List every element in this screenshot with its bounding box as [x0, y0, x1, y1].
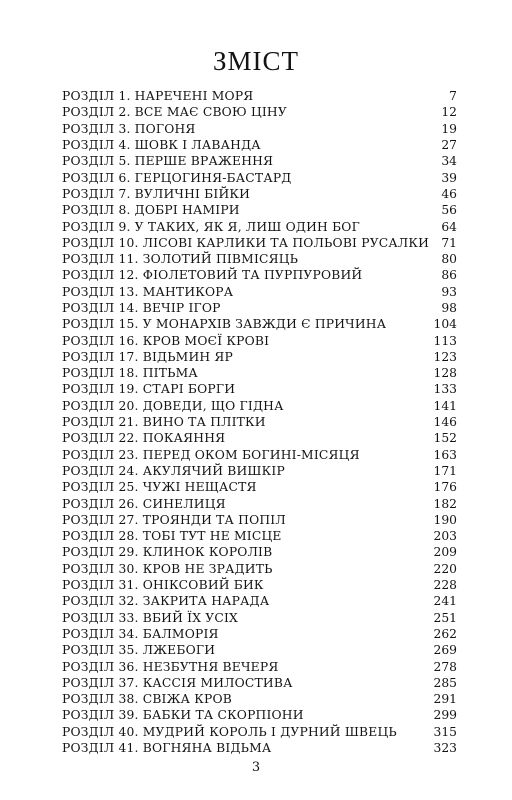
chapter-page-number: 128: [433, 366, 457, 381]
chapter-title: РОЗДІЛ 21. ВИНО ТА ПЛІТКИ: [62, 415, 266, 430]
chapter-page-number: 113: [433, 333, 457, 348]
chapter-page-number: 86: [441, 268, 457, 283]
chapter-title: РОЗДІЛ 32. ЗАКРИТА НАРАДА: [62, 594, 270, 609]
chapter-title: РОЗДІЛ 26. СИНЕЛИЦЯ: [62, 496, 226, 511]
chapter-page-number: 123: [433, 349, 457, 364]
chapter-title: РОЗДІЛ 28. ТОБІ ТУТ НЕ МІСЦЕ: [62, 529, 282, 544]
chapter-page-number: 133: [433, 382, 457, 397]
chapter-title: РОЗДІЛ 8. ДОБРІ НАМІРИ: [62, 203, 240, 218]
toc-entry: [62, 284, 457, 300]
chapter-title: РОЗДІЛ 30. КРОВ НЕ ЗРАДИТЬ: [62, 561, 273, 576]
chapter-page-number: 146: [433, 415, 457, 430]
chapter-page-number: 228: [433, 578, 457, 593]
toc-entry: [62, 414, 457, 430]
chapter-page-number: 176: [433, 480, 457, 495]
toc-entry: [62, 300, 457, 316]
chapter-page-number: 171: [433, 463, 457, 478]
chapter-page-number: 27: [441, 138, 457, 153]
chapter-page-number: 93: [441, 284, 457, 299]
toc-entry: [62, 561, 457, 577]
toc-entry: [62, 235, 457, 251]
chapter-title: РОЗДІЛ 7. ВУЛИЧНІ БІЙКИ: [62, 186, 251, 201]
toc-entry: [62, 332, 457, 348]
toc-entry: [62, 202, 457, 218]
chapter-page-number: 152: [433, 431, 457, 446]
chapter-title: РОЗДІЛ 14. ВЕЧІР ІГОР: [62, 301, 221, 315]
chapter-title: РОЗДІЛ 40. МУДРИЙ КОРОЛЬ І ДУРНИЙ ШВЕЦЬ: [62, 724, 397, 739]
chapter-title: РОЗДІЛ 23. ПЕРЕД ОКОМ БОГИНІ-МІСЯЦЯ: [62, 447, 360, 462]
chapter-page-number: 315: [433, 724, 457, 739]
chapter-page-number: 203: [433, 529, 457, 544]
toc-entry: [62, 316, 457, 332]
toc-entry: [62, 137, 457, 153]
chapter-title: РОЗДІЛ 35. ЛЖЕБОГИ: [62, 643, 216, 658]
chapter-title: РОЗДІЛ 6. ГЕРЦОГИНЯ-БАСТАРД: [62, 170, 292, 185]
chapter-page-number: 220: [433, 561, 457, 576]
chapter-title: РОЗДІЛ 9. У ТАКИХ, ЯК Я, ЛИШ ОДИН БОГ: [62, 219, 360, 234]
chapter-page-number: 141: [433, 398, 457, 413]
toc-entry: [62, 724, 457, 740]
chapter-title: РОЗДІЛ 11. ЗОЛОТИЙ ПІВМІСЯЦЬ: [62, 252, 299, 267]
toc-entry: [62, 267, 457, 283]
chapter-title: РОЗДІЛ 31. ОНІКСОВИЙ БИК: [62, 578, 264, 593]
chapter-title: РОЗДІЛ 16. КРОВ МОЄЇ КРОВІ: [62, 333, 270, 348]
chapter-title: РОЗДІЛ 18. ПІТЬМА: [62, 366, 198, 381]
chapter-page-number: 241: [433, 594, 457, 609]
toc-entry: [62, 740, 457, 756]
table-of-contents: [62, 88, 457, 756]
chapter-page-number: 285: [433, 675, 457, 690]
chapter-page-number: 104: [433, 317, 457, 332]
chapter-title: РОЗДІЛ 4. ШОВК І ЛАВАНДА: [62, 138, 261, 153]
toc-entry: [62, 218, 457, 234]
chapter-page-number: 71: [441, 235, 457, 250]
toc-entry: [62, 544, 457, 560]
chapter-page-number: 209: [433, 545, 457, 560]
toc-entry: [62, 495, 457, 511]
toc-entry: [62, 626, 457, 642]
chapter-title: РОЗДІЛ 39. БАБКИ ТА СКОРПІОНИ: [62, 708, 304, 723]
toc-entry: [62, 349, 457, 365]
chapter-title: РОЗДІЛ 1. НАРЕЧЕНІ МОРЯ: [62, 89, 254, 104]
chapter-title: РОЗДІЛ 27. ТРОЯНДИ ТА ПОПІЛ: [62, 512, 286, 527]
chapter-title: РОЗДІЛ 17. ВІДЬМИН ЯР: [62, 349, 234, 364]
chapter-page-number: 39: [441, 170, 457, 185]
chapter-page-number: 278: [433, 659, 457, 674]
chapter-page-number: 34: [441, 154, 457, 169]
chapter-page-number: 98: [441, 301, 457, 315]
chapter-page-number: 19: [441, 121, 457, 136]
toc-entry: [62, 593, 457, 609]
toc-entry: [62, 577, 457, 593]
toc-entry: [62, 691, 457, 707]
chapter-title: РОЗДІЛ 38. СВІЖА КРОВ: [62, 692, 232, 707]
toc-entry: [62, 251, 457, 267]
chapter-title: РОЗДІЛ 15. У МОНАРХІВ ЗАВЖДИ Є ПРИЧИНА: [62, 317, 387, 332]
page-number: 3: [251, 760, 261, 775]
chapter-title: РОЗДІЛ 33. ВБИЙ ЇХ УСІХ: [62, 610, 238, 625]
chapter-page-number: 251: [433, 610, 457, 625]
chapter-title: РОЗДІЛ 3. ПОГОНЯ: [62, 121, 196, 136]
chapter-page-number: 80: [441, 252, 457, 267]
chapter-title: РОЗДІЛ 29. КЛИНОК КОРОЛІВ: [62, 545, 273, 560]
toc-entry: [62, 707, 457, 723]
toc-entry: [62, 88, 457, 104]
chapter-page-number: 163: [433, 447, 457, 462]
toc-entry: [62, 675, 457, 691]
chapter-title: РОЗДІЛ 34. БАЛМОРІЯ: [62, 626, 219, 641]
chapter-page-number: 182: [433, 496, 457, 511]
chapter-page-number: 64: [441, 219, 457, 234]
chapter-title: РОЗДІЛ 37. КАССІЯ МИЛОСТИВА: [62, 675, 293, 690]
chapter-page-number: 46: [441, 186, 457, 201]
toc-entry: [62, 169, 457, 185]
chapter-title: РОЗДІЛ 20. ДОВЕДИ, ЩО ГІДНА: [62, 398, 284, 413]
toc-entry: [62, 642, 457, 658]
toc-entry: [62, 186, 457, 202]
chapter-page-number: 291: [433, 692, 457, 707]
toc-entry: [62, 658, 457, 674]
chapter-title: РОЗДІЛ 12. ФІОЛЕТОВИЙ ТА ПУРПУРОВИЙ: [62, 268, 363, 283]
toc-entry: [62, 121, 457, 137]
page-title: ЗМІСТ: [212, 46, 300, 76]
chapter-title: РОЗДІЛ 41. ВОГНЯНА ВІДЬМА: [62, 741, 272, 756]
chapter-page-number: 269: [433, 643, 457, 658]
chapter-page-number: 299: [433, 708, 457, 723]
chapter-title: РОЗДІЛ 25. ЧУЖІ НЕЩАСТЯ: [62, 480, 257, 495]
chapter-title: РОЗДІЛ 13. МАНТИКОРА: [62, 284, 234, 299]
chapter-title: РОЗДІЛ 5. ПЕРШЕ ВРАЖЕННЯ: [62, 154, 274, 169]
toc-entry: [62, 381, 457, 397]
chapter-page-number: 262: [433, 626, 457, 641]
toc-entry: [62, 398, 457, 414]
toc-entry: [62, 512, 457, 528]
chapter-page-number: 323: [433, 741, 457, 756]
chapter-title: РОЗДІЛ 36. НЕЗБУТНЯ ВЕЧЕРЯ: [62, 659, 279, 674]
chapter-title: РОЗДІЛ 2. ВСЕ МАЄ СВОЮ ЦІНУ: [62, 105, 287, 120]
toc-entry: [62, 610, 457, 626]
toc-entry: [62, 430, 457, 446]
chapter-title: РОЗДІЛ 22. ПОКАЯННЯ: [62, 431, 226, 446]
toc-entry: [62, 463, 457, 479]
chapter-page-number: 190: [433, 512, 457, 527]
toc-entry: [62, 528, 457, 544]
chapter-title: РОЗДІЛ 10. ЛІСОВІ КАРЛИКИ ТА ПОЛЬОВІ РУСАЛКИ: [62, 235, 430, 250]
toc-entry: [62, 104, 457, 120]
toc-entry: [62, 153, 457, 169]
chapter-title: РОЗДІЛ 24. АКУЛЯЧИЙ ВИШКІР: [62, 463, 285, 478]
chapter-page-number: 12: [441, 105, 457, 120]
toc-entry: [62, 365, 457, 381]
toc-entry: [62, 479, 457, 495]
chapter-page-number: 56: [441, 203, 457, 218]
toc-entry: [62, 447, 457, 463]
chapter-title: РОЗДІЛ 19. СТАРІ БОРГИ: [62, 382, 236, 397]
chapter-page-number: 7: [449, 89, 457, 104]
